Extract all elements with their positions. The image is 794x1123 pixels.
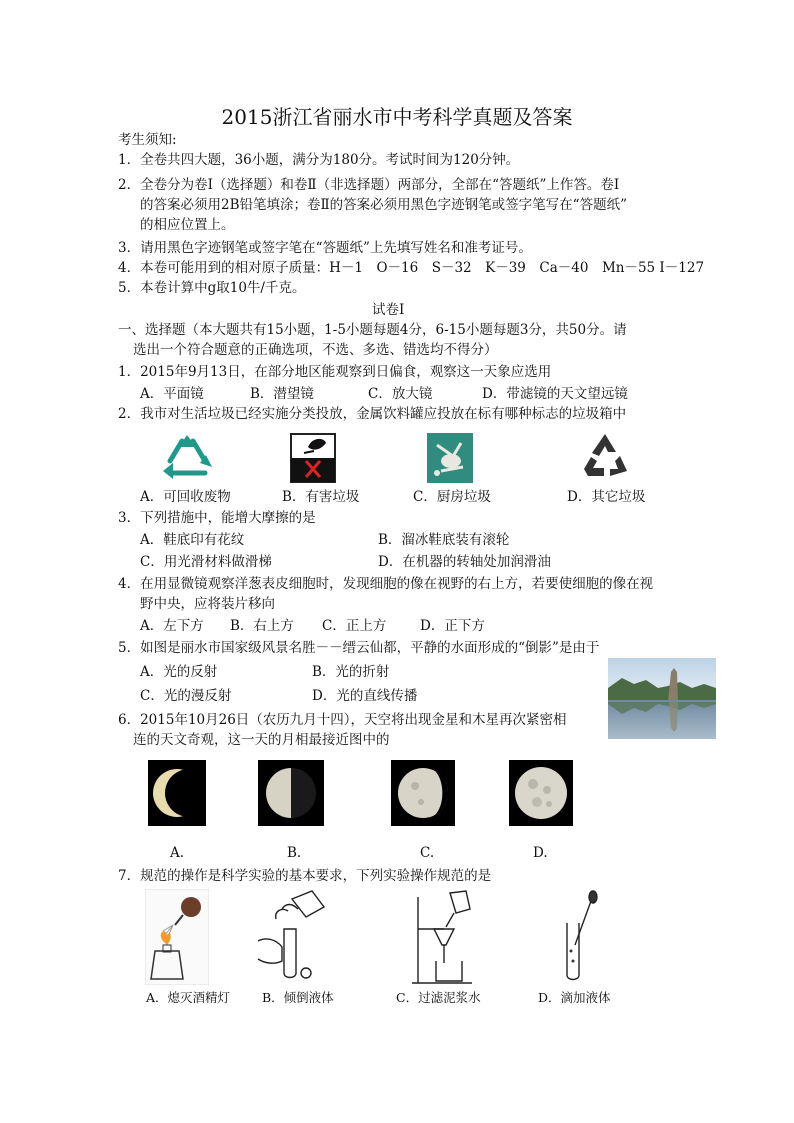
moon-crescent-image	[148, 760, 206, 826]
q6-stem-2: 连的天文奇观，这一天的月相最接近图中的	[133, 732, 390, 748]
section-title: 试卷Ⅰ	[372, 302, 405, 318]
moon-half-image	[258, 760, 324, 826]
filtering-illustration	[410, 889, 478, 985]
q3-option-d: D．在机器的转轴处加润滑油	[378, 554, 551, 570]
notice-1: 1．全卷共四大题，36小题，满分为180分。考试时间为120分钟。	[118, 152, 520, 168]
q6-option-c: C.	[420, 845, 435, 861]
q4-option-c: C．正上方	[322, 618, 387, 634]
q1-option-b: B．潜望镜	[250, 386, 314, 402]
q1-stem: 1．2015年9月13日，在部分地区能观察到日偏食，观察这一天象应选用	[118, 364, 552, 380]
q1-option-d: D．带滤镜的天文望远镜	[482, 386, 628, 402]
notice-5: 5．本卷计算中g取10牛/千克。	[118, 280, 306, 296]
hazardous-waste-icon	[290, 433, 336, 483]
q7-stem: 7．规范的操作是科学实验的基本要求，下列实验操作规范的是	[118, 868, 492, 884]
alcohol-lamp-illustration	[145, 889, 209, 985]
q7-option-c: C．过滤泥浆水	[396, 990, 481, 1005]
q5-option-b: B．光的折射	[312, 664, 390, 680]
notice-4: 4．本卷可能用到的相对原子质量：H－1 O－16 S－32 K－39 Ca－40 Mn－55 I－127	[118, 260, 705, 276]
q4-option-a: A．左下方	[140, 618, 204, 634]
q3-option-b: B．溜冰鞋底装有滚轮	[378, 532, 510, 548]
page-title: 2015浙江省丽水市中考科学真题及答案	[221, 105, 573, 129]
q5-stem: 5．如图是丽水市国家级风景名胜－－缙云仙都，平静的水面形成的“倒影”是由于	[118, 640, 600, 656]
q7-option-d: D．滴加液体	[538, 990, 611, 1005]
q6-option-d: D.	[533, 845, 548, 861]
q2-option-b: B．有害垃圾	[282, 489, 360, 505]
recyclable-waste-icon	[160, 433, 215, 483]
part-heading-2: 选出一个符合题意的正确选项，不选、多选、错选均不得分）	[133, 342, 498, 358]
notice-2b: 的答案必须用2B铅笔填涂；卷Ⅱ的答案必须用黑色字迹钢笔或签字笔写在“答题纸”	[140, 197, 627, 213]
q5-option-a: A．光的反射	[140, 664, 218, 680]
scenery-photo	[608, 658, 716, 739]
q3-stem: 3．下列措施中，能增大摩擦的是	[118, 510, 316, 526]
notice-2c: 的相应位置上。	[140, 217, 235, 233]
q4-stem-1: 4．在用显微镜观察洋葱表皮细胞时，发现细胞的像在视野的右上方，若要使细胞的像在视	[118, 576, 654, 592]
q6-option-a: A.	[170, 845, 185, 861]
notice-heading: 考生须知:	[118, 132, 177, 148]
q4-stem-2: 野中央，应将装片移向	[140, 596, 275, 612]
q2-stem: 2．我市对生活垃圾已经实施分类投放，金属饮料罐应投放在标有哪种标志的垃圾箱中	[118, 406, 627, 422]
notice-2: 2．全卷分为卷Ⅰ（选择题）和卷Ⅱ（非选择题）两部分，全部在“答题纸”上作答。卷Ⅰ	[118, 177, 620, 193]
q5-option-d: D．光的直线传播	[312, 688, 418, 704]
q2-option-d: D．其它垃圾	[567, 489, 646, 505]
q4-option-d: D．正下方	[420, 618, 485, 634]
q4-option-b: B．右上方	[230, 618, 294, 634]
q6-stem-1: 6．2015年10月26日（农历九月十四），天空将出现金星和木星再次紧密相	[118, 712, 567, 728]
q1-option-a: A．平面镜	[140, 386, 204, 402]
q3-option-a: A．鞋底印有花纹	[140, 532, 245, 548]
pouring-liquid-illustration	[252, 889, 340, 985]
q3-option-c: C．用光滑材料做滑梯	[140, 554, 272, 570]
q7-option-a: A．熄灭酒精灯	[146, 990, 231, 1005]
q2-option-c: C．厨房垃圾	[413, 489, 491, 505]
other-waste-icon	[580, 431, 630, 481]
q5-option-c: C．光的漫反射	[140, 688, 232, 704]
q6-option-b: B.	[287, 845, 302, 861]
moon-gibbous-image	[391, 760, 455, 826]
dropping-liquid-illustration	[553, 889, 605, 985]
notice-3: 3．请用黑色字迹钢笔或签字笔在“答题纸”上先填写姓名和准考证号。	[118, 240, 532, 256]
q1-option-c: C．放大镜	[368, 386, 433, 402]
kitchen-waste-icon	[427, 433, 473, 483]
q7-option-b: B．倾倒液体	[262, 990, 334, 1005]
part-heading-1: 一、选择题（本大题共有15小题，1-5小题每题4分，6-15小题每题3分，共50分。请	[118, 322, 627, 338]
moon-full-image	[509, 760, 573, 826]
q2-option-a: A．可回收废物	[140, 489, 231, 505]
